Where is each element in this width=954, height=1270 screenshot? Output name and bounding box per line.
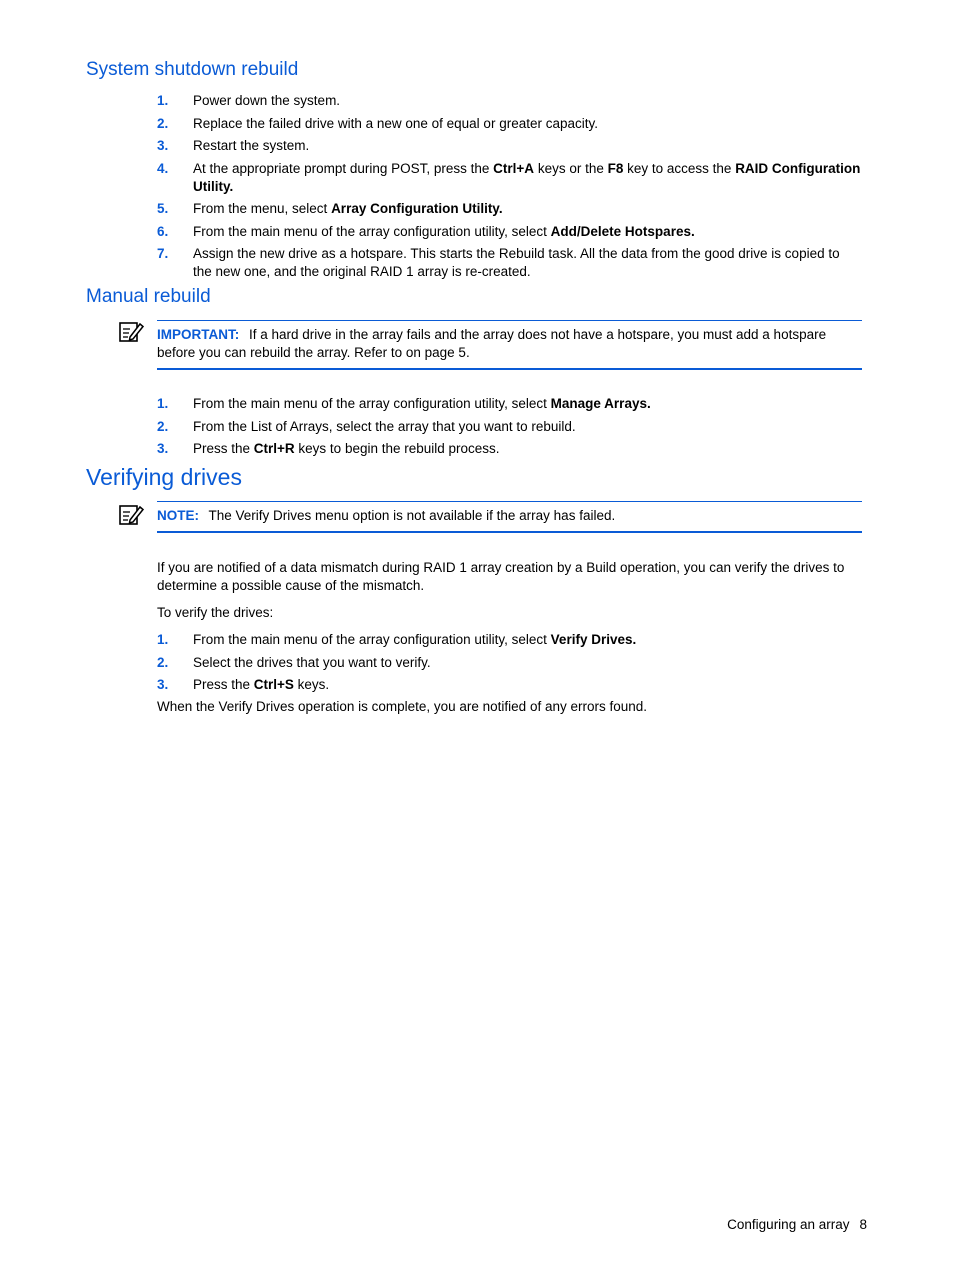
step-number: 1. bbox=[157, 396, 169, 411]
step-item bbox=[157, 115, 862, 133]
verify-closing-paragraph: When the Verify Drives operation is complete, you are notified of any errors found. bbox=[157, 699, 648, 714]
step-emphasis: Verify Drives. bbox=[550, 632, 637, 647]
step-emphasis: Add/Delete Hotspares. bbox=[550, 223, 695, 239]
heading-system-shutdown-rebuild: System shutdown rebuild bbox=[86, 59, 299, 80]
heading-verifying-drives: Verifying drives bbox=[86, 464, 242, 490]
step-text: At the appropriate prompt during POST, press the bbox=[193, 160, 494, 176]
step-text: Press the bbox=[193, 677, 254, 692]
step-text: From the main menu of the array configuration utility, select bbox=[193, 223, 551, 239]
important-tag: IMPORTANT: bbox=[157, 327, 240, 342]
step-emphasis: Ctrl+A bbox=[493, 160, 535, 176]
step-text: Power down the system. bbox=[193, 93, 341, 108]
step-emphasis: RAID Configuration Utility. bbox=[193, 160, 861, 194]
step-item bbox=[157, 137, 862, 155]
step-item bbox=[157, 631, 862, 649]
important-text: If a hard drive in the array fails and the array does not have a hotspare, you must add a hotspare before you can rebuild the array. Refer to on page 5. bbox=[157, 327, 827, 360]
note-tag: NOTE: bbox=[157, 508, 199, 523]
step-text: Restart the system. bbox=[193, 138, 310, 153]
step-number: 7. bbox=[157, 246, 169, 261]
footer-chapter: Configuring an array bbox=[727, 1217, 850, 1232]
steps-manual-rebuild bbox=[157, 395, 862, 463]
step-item bbox=[157, 245, 862, 281]
note-pencil-icon bbox=[118, 320, 144, 344]
heading-manual-rebuild: Manual rebuild bbox=[86, 286, 211, 307]
step-text: From the main menu of the array configuration utility, select bbox=[193, 396, 551, 411]
important-notice bbox=[157, 320, 862, 370]
step-emphasis: F8 bbox=[607, 160, 624, 176]
step-text: key to access the bbox=[623, 160, 736, 176]
step-item bbox=[157, 676, 862, 694]
step-text: Select the drives that you want to verify. bbox=[193, 654, 431, 670]
note-text: The Verify Drives menu option is not available if the array has failed. bbox=[205, 508, 616, 523]
step-item bbox=[157, 223, 862, 241]
step-item bbox=[157, 395, 862, 413]
step-text: keys. bbox=[293, 677, 330, 692]
step-number: 6. bbox=[157, 223, 169, 239]
step-number: 4. bbox=[157, 160, 169, 176]
step-number: 2. bbox=[157, 418, 169, 434]
step-text: Press the bbox=[193, 441, 254, 456]
step-item bbox=[157, 654, 862, 672]
step-number: 1. bbox=[157, 93, 169, 108]
note-pencil-icon bbox=[118, 503, 144, 527]
step-number: 5. bbox=[157, 201, 169, 216]
step-number: 3. bbox=[157, 441, 169, 456]
step-text: Assign the new drive as a hotspare. This starts the Rebuild task. All the data from the good drive is copied to the new one, and the original RAID 1 array is re-created. bbox=[193, 246, 840, 279]
step-item bbox=[157, 200, 862, 218]
step-item bbox=[157, 160, 862, 196]
step-emphasis: Ctrl+R bbox=[253, 441, 295, 456]
step-item bbox=[157, 440, 862, 458]
verify-intro-paragraph: If you are notified of a data mismatch during RAID 1 array creation by a Build operation, you can verify the drives to determine a possible cause of the mismatch. bbox=[157, 560, 845, 593]
step-number: 2. bbox=[157, 654, 169, 670]
step-text: keys or the bbox=[534, 160, 608, 176]
footer-page-number: 8 bbox=[859, 1217, 867, 1232]
step-number: 2. bbox=[157, 115, 169, 131]
page-footer bbox=[727, 1216, 867, 1234]
step-text: keys to begin the rebuild process. bbox=[294, 441, 500, 456]
step-text: From the menu, select bbox=[193, 201, 332, 216]
step-item bbox=[157, 92, 862, 110]
verify-lead-paragraph: To verify the drives: bbox=[157, 605, 274, 620]
step-emphasis: Manage Arrays. bbox=[550, 396, 651, 411]
steps-system-shutdown-rebuild bbox=[157, 92, 862, 286]
step-item bbox=[157, 418, 862, 436]
step-emphasis: Array Configuration Utility. bbox=[331, 201, 503, 216]
step-text: Replace the failed drive with a new one of equal or greater capacity. bbox=[193, 115, 598, 131]
step-text: From the main menu of the array configuration utility, select bbox=[193, 632, 551, 647]
step-emphasis: Ctrl+S bbox=[253, 677, 294, 692]
note-notice bbox=[157, 501, 862, 533]
step-number: 3. bbox=[157, 677, 169, 692]
step-text: From the List of Arrays, select the array that you want to rebuild. bbox=[193, 418, 576, 434]
steps-verifying-drives bbox=[157, 631, 862, 699]
step-number: 1. bbox=[157, 632, 169, 647]
step-number: 3. bbox=[157, 138, 169, 153]
